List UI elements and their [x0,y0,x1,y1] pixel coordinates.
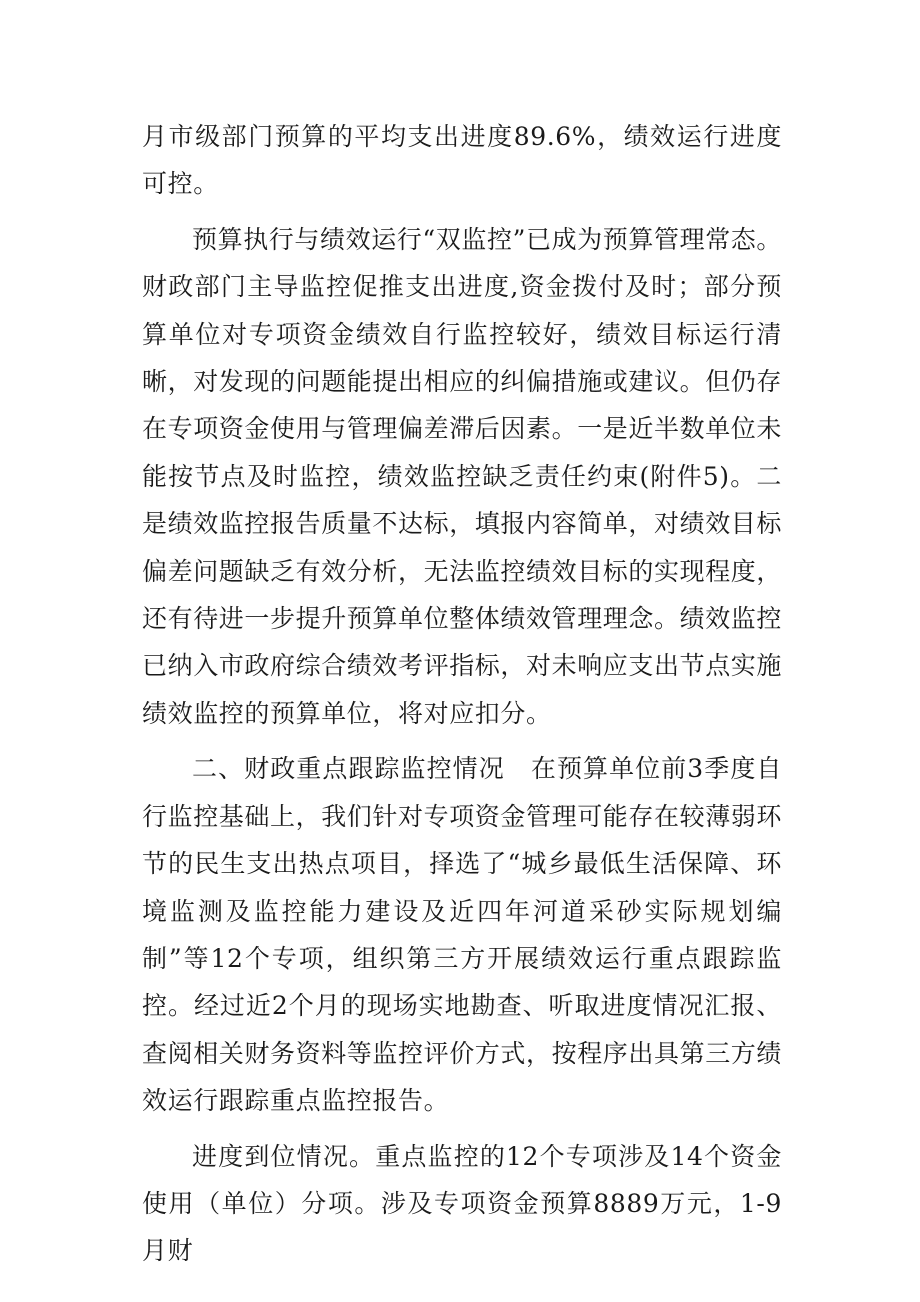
document-body [142,113,782,1275]
paragraph-continuation: 月市级部门预算的平均支出进度89.6%，绩效运行进度可控。 [142,122,782,199]
paragraph-dual-monitoring: 预算执行与绩效运行“双监控”已成为预算管理常态。财政部门主导监控促推支出进度,资金拨付及时；部分预算单位对专项资金绩效自行监控较好，绩效目标运行清晰，对发现的问题能提出相应的纠偏措施或建议。但仍存在专项资金使用与管理偏差滞后因素。一是近半数单位未能按节点及时监控，绩效监控缺乏责任约束(附件5)。二是绩效监控报告质量不达标，填报内容简单，对绩效目标偏差问题缺乏有效分析，无法监控绩效目标的实现程度，还有待进一步提升预算单位整体绩效管理理念。绩效监控已纳入市政府综合绩效考评指标，对未响应支出节点实施绩效监控的预算单位，将对应扣分。 [142,224,783,728]
paragraph-key-tracking: 二、财政重点跟踪监控情况 在预算单位前3季度自行监控基础上，我们针对专项资金管理可能存在较薄弱环节的民生支出热点项目，择选了“城乡最低生活保障、环境监测及监控能力建设及近四年河道采砂实际规划编制”等12个专项，组织第三方开展绩效运行重点跟踪监控。经过近2个月的现场实地勘查、听取进度情况汇报、查阅相关财务资料等监控评价方式，按程序出具第三方绩效运行跟踪重点监控报告。 [142,754,783,1116]
paragraph-progress: 进度到位情况。重点监控的12个专项涉及14个资金使用（单位）分项。涉及专项资金预算8889万元，1-9月财 [142,1141,782,1266]
